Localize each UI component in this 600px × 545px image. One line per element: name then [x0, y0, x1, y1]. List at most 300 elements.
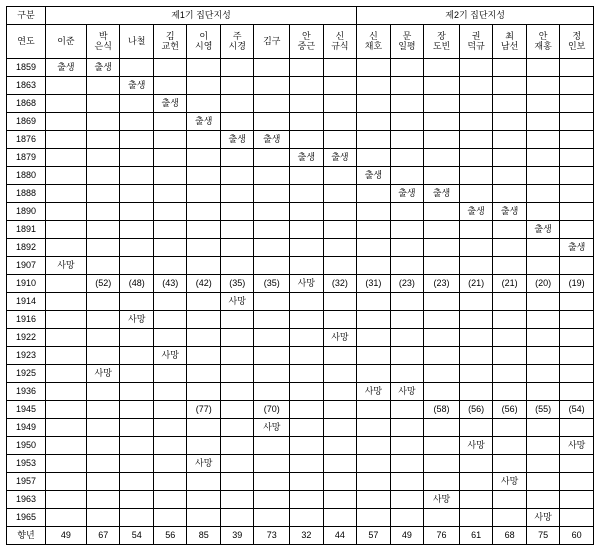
- cell-r19-c10: 사망: [357, 383, 391, 401]
- table-row: [7, 131, 594, 149]
- cell-r16-c13: [459, 329, 493, 347]
- cell-r17-c5: [187, 347, 221, 365]
- cell-r11-c10: [357, 239, 391, 257]
- cell-r26-c1: [45, 509, 86, 527]
- cell-r25-c8: [290, 491, 324, 509]
- table-row: [7, 311, 594, 329]
- table-row: [7, 113, 594, 131]
- cell-r7-c15: [526, 167, 560, 185]
- cell-r15-c4: [153, 311, 187, 329]
- cell-r6-c6: [220, 149, 254, 167]
- year-label-1953: 1953: [7, 455, 46, 473]
- cell-r7-c14: [493, 167, 527, 185]
- cell-r22-c2: [86, 437, 120, 455]
- cell-r3-c16: [560, 95, 594, 113]
- cell-r12-c13: [459, 257, 493, 275]
- table-row: [7, 329, 594, 347]
- cell-r25-c10: [357, 491, 391, 509]
- cell-r9-c4: [153, 203, 187, 221]
- cell-r15-c9: [323, 311, 357, 329]
- cell-r21-c12: [424, 419, 460, 437]
- cell-r21-c1: [45, 419, 86, 437]
- cell-r14-c13: [459, 293, 493, 311]
- cell-r18-c4: [153, 365, 187, 383]
- header-group-row: [7, 7, 594, 25]
- cell-r25-c5: [187, 491, 221, 509]
- cell-r13-c11: (23): [390, 275, 424, 293]
- cell-r6-c12: [424, 149, 460, 167]
- cell-r26-c15: 사망: [526, 509, 560, 527]
- cell-r19-c6: [220, 383, 254, 401]
- cell-r10-c1: [45, 221, 86, 239]
- cell-r12-c12: [424, 257, 460, 275]
- year-label-1923: 1923: [7, 347, 46, 365]
- footer-value-6: 39: [220, 527, 254, 545]
- cell-r11-c1: [45, 239, 86, 257]
- cell-r25-c14: [493, 491, 527, 509]
- cell-r12-c11: [390, 257, 424, 275]
- cell-r10-c12: [424, 221, 460, 239]
- cell-r16-c10: [357, 329, 391, 347]
- table-body: [7, 59, 594, 527]
- cell-r24-c14: 사망: [493, 473, 527, 491]
- cell-r20-c15: (55): [526, 401, 560, 419]
- header-person-3: 나철: [120, 25, 154, 59]
- cell-r3-c9: [323, 95, 357, 113]
- cell-r1-c14: [493, 59, 527, 77]
- table-footer: [7, 527, 594, 545]
- footer-value-13: 61: [459, 527, 493, 545]
- cell-r11-c4: [153, 239, 187, 257]
- cell-r23-c6: [220, 455, 254, 473]
- cell-r5-c13: [459, 131, 493, 149]
- cell-r8-c5: [187, 185, 221, 203]
- cell-r15-c11: [390, 311, 424, 329]
- cell-r18-c12: [424, 365, 460, 383]
- cell-r7-c16: [560, 167, 594, 185]
- cell-r17-c7: [254, 347, 290, 365]
- table-row: [7, 383, 594, 401]
- cell-r9-c7: [254, 203, 290, 221]
- header-person-5: 이 시영: [187, 25, 221, 59]
- cell-r23-c15: [526, 455, 560, 473]
- cell-r11-c11: [390, 239, 424, 257]
- footer-value-2: 67: [86, 527, 120, 545]
- year-label-1936: 1936: [7, 383, 46, 401]
- cell-r1-c15: [526, 59, 560, 77]
- table-row: [7, 509, 594, 527]
- cell-r10-c8: [290, 221, 324, 239]
- cell-r20-c13: (56): [459, 401, 493, 419]
- cell-r11-c12: [424, 239, 460, 257]
- cell-r26-c11: [390, 509, 424, 527]
- footer-label: 향년: [7, 527, 46, 545]
- cell-r12-c14: [493, 257, 527, 275]
- cell-r15-c7: [254, 311, 290, 329]
- cell-r14-c8: [290, 293, 324, 311]
- cell-r1-c1: 출생: [45, 59, 86, 77]
- cell-r21-c7: 사망: [254, 419, 290, 437]
- year-label-1891: 1891: [7, 221, 46, 239]
- header-person-8: 안 중근: [290, 25, 324, 59]
- footer-value-9: 44: [323, 527, 357, 545]
- year-label-1925: 1925: [7, 365, 46, 383]
- cell-r1-c5: [187, 59, 221, 77]
- cell-r26-c6: [220, 509, 254, 527]
- cell-r21-c13: [459, 419, 493, 437]
- cell-r7-c9: [323, 167, 357, 185]
- cell-r13-c15: (20): [526, 275, 560, 293]
- cell-r23-c9: [323, 455, 357, 473]
- cell-r3-c2: [86, 95, 120, 113]
- cell-r13-c7: (35): [254, 275, 290, 293]
- cell-r8-c1: [45, 185, 86, 203]
- cell-r6-c10: [357, 149, 391, 167]
- cell-r9-c15: [526, 203, 560, 221]
- footer-value-4: 56: [153, 527, 187, 545]
- cell-r19-c3: [120, 383, 154, 401]
- cell-r14-c16: [560, 293, 594, 311]
- cell-r9-c16: [560, 203, 594, 221]
- cell-r4-c1: [45, 113, 86, 131]
- cell-r16-c9: 사망: [323, 329, 357, 347]
- cell-r3-c13: [459, 95, 493, 113]
- year-label-1890: 1890: [7, 203, 46, 221]
- cell-r5-c1: [45, 131, 86, 149]
- cell-r21-c14: [493, 419, 527, 437]
- cell-r18-c14: [493, 365, 527, 383]
- cell-r16-c3: [120, 329, 154, 347]
- cell-r9-c8: [290, 203, 324, 221]
- cell-r15-c3: 사망: [120, 311, 154, 329]
- cell-r2-c6: [220, 77, 254, 95]
- cell-r26-c9: [323, 509, 357, 527]
- cell-r13-c8: 사망: [290, 275, 324, 293]
- cell-r5-c11: [390, 131, 424, 149]
- footer-value-11: 49: [390, 527, 424, 545]
- cell-r4-c5: 출생: [187, 113, 221, 131]
- cell-r9-c12: [424, 203, 460, 221]
- cell-r4-c6: [220, 113, 254, 131]
- cell-r14-c6: 사망: [220, 293, 254, 311]
- cell-r12-c9: [323, 257, 357, 275]
- cell-r15-c5: [187, 311, 221, 329]
- cell-r17-c3: [120, 347, 154, 365]
- cell-r15-c16: [560, 311, 594, 329]
- cell-r23-c7: [254, 455, 290, 473]
- cell-r7-c6: [220, 167, 254, 185]
- cell-r6-c5: [187, 149, 221, 167]
- cell-r9-c9: [323, 203, 357, 221]
- cell-r6-c1: [45, 149, 86, 167]
- cell-r20-c10: [357, 401, 391, 419]
- cell-r17-c4: 사망: [153, 347, 187, 365]
- cell-r24-c6: [220, 473, 254, 491]
- cell-r20-c4: [153, 401, 187, 419]
- cell-r23-c3: [120, 455, 154, 473]
- cell-r3-c11: [390, 95, 424, 113]
- footer-value-12: 76: [424, 527, 460, 545]
- cell-r7-c13: [459, 167, 493, 185]
- cell-r20-c12: (58): [424, 401, 460, 419]
- cell-r19-c13: [459, 383, 493, 401]
- cell-r7-c12: [424, 167, 460, 185]
- table-row: [7, 365, 594, 383]
- cell-r6-c2: [86, 149, 120, 167]
- footer-row: [7, 527, 594, 545]
- cell-r19-c4: [153, 383, 187, 401]
- table-row: [7, 419, 594, 437]
- cell-r2-c9: [323, 77, 357, 95]
- header-person-2: 박 은식: [86, 25, 120, 59]
- cell-r22-c4: [153, 437, 187, 455]
- cell-r1-c6: [220, 59, 254, 77]
- cell-r11-c5: [187, 239, 221, 257]
- cell-r23-c5: 사망: [187, 455, 221, 473]
- cell-r17-c8: [290, 347, 324, 365]
- year-label-1892: 1892: [7, 239, 46, 257]
- cell-r10-c16: [560, 221, 594, 239]
- footer-value-5: 85: [187, 527, 221, 545]
- cell-r1-c13: [459, 59, 493, 77]
- cell-r5-c14: [493, 131, 527, 149]
- cell-r19-c14: [493, 383, 527, 401]
- cell-r3-c12: [424, 95, 460, 113]
- cell-r22-c14: [493, 437, 527, 455]
- cell-r4-c10: [357, 113, 391, 131]
- cell-r8-c6: [220, 185, 254, 203]
- cell-r25-c9: [323, 491, 357, 509]
- cell-r22-c15: [526, 437, 560, 455]
- cell-r14-c11: [390, 293, 424, 311]
- cell-r25-c2: [86, 491, 120, 509]
- cell-r15-c2: [86, 311, 120, 329]
- cell-r8-c16: [560, 185, 594, 203]
- cell-r5-c16: [560, 131, 594, 149]
- cell-r19-c7: [254, 383, 290, 401]
- cell-r6-c16: [560, 149, 594, 167]
- cell-r15-c12: [424, 311, 460, 329]
- cell-r23-c11: [390, 455, 424, 473]
- header-person-12: 장 도빈: [424, 25, 460, 59]
- header-year-label: 연도: [7, 25, 46, 59]
- cell-r8-c13: [459, 185, 493, 203]
- cell-r22-c1: [45, 437, 86, 455]
- cell-r23-c2: [86, 455, 120, 473]
- cell-r3-c14: [493, 95, 527, 113]
- cell-r3-c8: [290, 95, 324, 113]
- cell-r18-c16: [560, 365, 594, 383]
- cell-r10-c6: [220, 221, 254, 239]
- cell-r25-c16: [560, 491, 594, 509]
- cell-r12-c3: [120, 257, 154, 275]
- cell-r23-c1: [45, 455, 86, 473]
- table-row: [7, 293, 594, 311]
- year-label-1876: 1876: [7, 131, 46, 149]
- cell-r17-c6: [220, 347, 254, 365]
- cell-r23-c14: [493, 455, 527, 473]
- header-group-2: 제2기 집단지성: [357, 7, 594, 25]
- cell-r18-c13: [459, 365, 493, 383]
- cell-r1-c4: [153, 59, 187, 77]
- cell-r16-c6: [220, 329, 254, 347]
- cell-r13-c10: (31): [357, 275, 391, 293]
- cell-r8-c14: [493, 185, 527, 203]
- cell-r11-c13: [459, 239, 493, 257]
- cell-r17-c9: [323, 347, 357, 365]
- cell-r7-c10: 출생: [357, 167, 391, 185]
- cell-r24-c8: [290, 473, 324, 491]
- header-person-14: 최 남선: [493, 25, 527, 59]
- table-row: [7, 275, 594, 293]
- cell-r4-c7: [254, 113, 290, 131]
- table-row: [7, 203, 594, 221]
- cell-r11-c16: 출생: [560, 239, 594, 257]
- cell-r7-c2: [86, 167, 120, 185]
- cell-r25-c4: [153, 491, 187, 509]
- header-name-row: [7, 25, 594, 59]
- cell-r19-c9: [323, 383, 357, 401]
- cell-r20-c1: [45, 401, 86, 419]
- header-group-1: 제1기 집단지성: [45, 7, 356, 25]
- cell-r13-c9: (32): [323, 275, 357, 293]
- cell-r24-c4: [153, 473, 187, 491]
- cell-r24-c7: [254, 473, 290, 491]
- footer-value-10: 57: [357, 527, 391, 545]
- cell-r16-c4: [153, 329, 187, 347]
- cell-r24-c15: [526, 473, 560, 491]
- cell-r22-c6: [220, 437, 254, 455]
- cell-r18-c11: [390, 365, 424, 383]
- table-row: [7, 221, 594, 239]
- cell-r9-c10: [357, 203, 391, 221]
- cell-r24-c10: [357, 473, 391, 491]
- cell-r3-c10: [357, 95, 391, 113]
- year-label-1950: 1950: [7, 437, 46, 455]
- cell-r4-c14: [493, 113, 527, 131]
- cell-r23-c8: [290, 455, 324, 473]
- cell-r14-c10: [357, 293, 391, 311]
- cell-r10-c15: 출생: [526, 221, 560, 239]
- cell-r2-c2: [86, 77, 120, 95]
- cell-r22-c9: [323, 437, 357, 455]
- cell-r25-c1: [45, 491, 86, 509]
- cell-r2-c5: [187, 77, 221, 95]
- cell-r4-c11: [390, 113, 424, 131]
- cell-r12-c16: [560, 257, 594, 275]
- cell-r21-c6: [220, 419, 254, 437]
- cell-r21-c5: [187, 419, 221, 437]
- cell-r11-c15: [526, 239, 560, 257]
- cell-r25-c15: [526, 491, 560, 509]
- cell-r21-c8: [290, 419, 324, 437]
- year-label-1965: 1965: [7, 509, 46, 527]
- cell-r20-c9: [323, 401, 357, 419]
- cell-r11-c14: [493, 239, 527, 257]
- cell-r6-c15: [526, 149, 560, 167]
- cell-r18-c7: [254, 365, 290, 383]
- cell-r14-c14: [493, 293, 527, 311]
- cell-r4-c8: [290, 113, 324, 131]
- table-row: [7, 491, 594, 509]
- header-person-10: 신 채호: [357, 25, 391, 59]
- cell-r23-c12: [424, 455, 460, 473]
- cell-r5-c8: [290, 131, 324, 149]
- cell-r9-c1: [45, 203, 86, 221]
- cell-r3-c4: 출생: [153, 95, 187, 113]
- cell-r3-c15: [526, 95, 560, 113]
- cell-r26-c2: [86, 509, 120, 527]
- cell-r20-c2: [86, 401, 120, 419]
- cell-r14-c9: [323, 293, 357, 311]
- cell-r7-c11: [390, 167, 424, 185]
- cell-r24-c5: [187, 473, 221, 491]
- header-person-11: 문 일평: [390, 25, 424, 59]
- cell-r23-c16: [560, 455, 594, 473]
- table-row: [7, 455, 594, 473]
- cell-r12-c15: [526, 257, 560, 275]
- table-row: [7, 437, 594, 455]
- cell-r10-c11: [390, 221, 424, 239]
- cell-r25-c11: [390, 491, 424, 509]
- cell-r2-c1: [45, 77, 86, 95]
- header-person-4: 김 교헌: [153, 25, 187, 59]
- year-label-1922: 1922: [7, 329, 46, 347]
- cell-r26-c16: [560, 509, 594, 527]
- cell-r17-c16: [560, 347, 594, 365]
- cell-r20-c7: (70): [254, 401, 290, 419]
- cell-r25-c6: [220, 491, 254, 509]
- cell-r13-c4: (43): [153, 275, 187, 293]
- cell-r9-c13: 출생: [459, 203, 493, 221]
- cell-r12-c5: [187, 257, 221, 275]
- cell-r11-c3: [120, 239, 154, 257]
- cell-r8-c7: [254, 185, 290, 203]
- year-label-1957: 1957: [7, 473, 46, 491]
- cell-r22-c10: [357, 437, 391, 455]
- cell-r4-c16: [560, 113, 594, 131]
- footer-value-14: 68: [493, 527, 527, 545]
- cell-r16-c2: [86, 329, 120, 347]
- cell-r22-c12: [424, 437, 460, 455]
- cell-r13-c12: (23): [424, 275, 460, 293]
- cell-r17-c11: [390, 347, 424, 365]
- header-corner-label: 구분: [7, 7, 46, 25]
- cell-r5-c5: [187, 131, 221, 149]
- cell-r12-c4: [153, 257, 187, 275]
- cell-r16-c14: [493, 329, 527, 347]
- cell-r15-c14: [493, 311, 527, 329]
- cell-r4-c15: [526, 113, 560, 131]
- cell-r20-c6: [220, 401, 254, 419]
- cell-r14-c4: [153, 293, 187, 311]
- cell-r5-c7: 출생: [254, 131, 290, 149]
- table-header: [7, 7, 594, 59]
- cell-r10-c13: [459, 221, 493, 239]
- cell-r18-c15: [526, 365, 560, 383]
- year-label-1863: 1863: [7, 77, 46, 95]
- cell-r5-c9: [323, 131, 357, 149]
- cell-r16-c15: [526, 329, 560, 347]
- cell-r24-c16: [560, 473, 594, 491]
- cell-r7-c5: [187, 167, 221, 185]
- cell-r2-c11: [390, 77, 424, 95]
- cell-r8-c3: [120, 185, 154, 203]
- header-person-13: 권 덕규: [459, 25, 493, 59]
- cell-r25-c7: [254, 491, 290, 509]
- cell-r19-c16: [560, 383, 594, 401]
- year-label-1859: 1859: [7, 59, 46, 77]
